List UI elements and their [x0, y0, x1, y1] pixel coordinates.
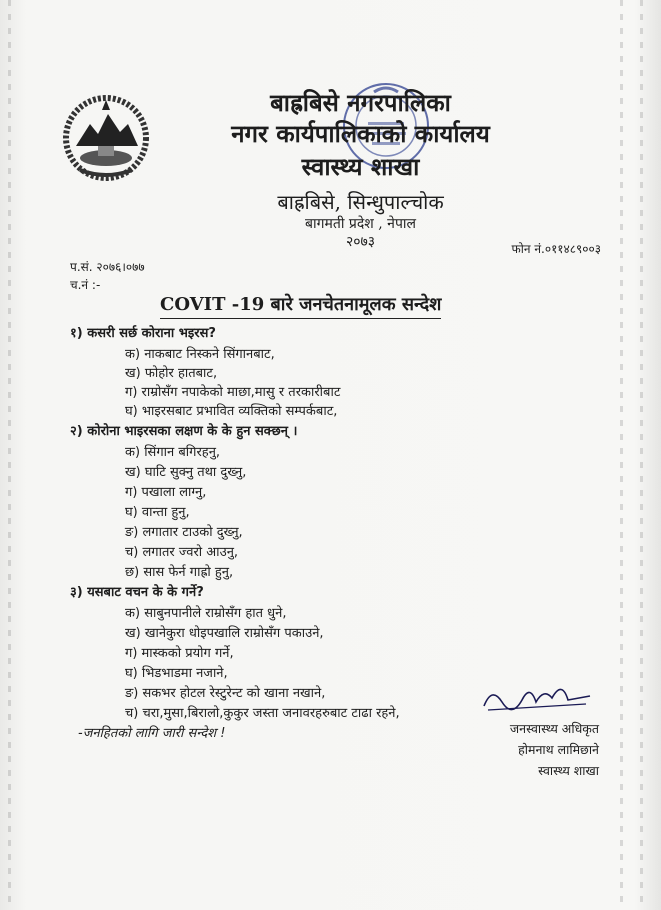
list-item: घ) भिडभाडमा नजाने,: [125, 666, 228, 681]
section-question: २) कोरोना भाइरसका लक्षण के के हुन सक्छन् ।: [70, 424, 298, 439]
list-item: ख) फोहोर हातबाट,: [125, 366, 218, 381]
handwritten-signature-icon: [478, 676, 598, 716]
list-item: छ) सास फेर्न गाह्रो हुनु,: [125, 565, 234, 580]
list-item: क) सिंगान बगिरहनु,: [125, 445, 221, 460]
list-item: घ) वान्ता हुनु,: [125, 505, 190, 520]
list-item: च) चरा,मुसा,बिरालो,कुकुर जस्ता जनावरहरुबाट टाढा रहने,: [125, 706, 400, 721]
signatory-name: होमनाथ लामिछाने: [518, 742, 599, 757]
signatory-title: जनस्वास्थ्य अधिकृत: [509, 721, 599, 736]
list-item: ग) राम्रोसँग नपाकेको माछा,मासु र तरकारीबाट: [125, 385, 341, 400]
signatory-branch: स्वास्थ्य शाखा: [538, 763, 599, 778]
reference-number: प.सं. २०७६।०७७: [70, 260, 145, 274]
office-name: नगर कार्यपालिकाको कार्यालय: [231, 119, 490, 148]
province: बागमती प्रदेश , नेपाल: [304, 216, 417, 232]
list-item: ग) मास्कको प्रयोग गर्ने,: [125, 646, 234, 661]
subject-heading: COVIT -19 बारे जनचेतनामूलक सन्देश: [160, 292, 441, 319]
section-question: १) कसरी सर्छ कोराना भइरस?: [70, 326, 216, 341]
list-item: क) नाकबाट निस्कने सिंगानबाट,: [125, 347, 275, 362]
municipality-name: बाह्रबिसे नगरपालिका: [270, 88, 451, 117]
list-item: ङ) लगातार टाउको दुख्नु,: [125, 525, 243, 540]
slogan: -जनहितको लागि जारी सन्देश !: [78, 726, 226, 741]
phone-number: फोन नं.०११४८९००३: [511, 242, 601, 256]
scan-streak: [8, 0, 11, 910]
list-item: ख) घाटि सुक्नु तथा दुख्नु,: [125, 465, 247, 480]
list-item: ङ) सकभर होटल रेस्टुरेन्ट को खाना नखाने,: [125, 686, 326, 701]
list-item: ग) पखाला लाग्नु,: [125, 485, 207, 500]
list-item: क) साबुनपानीले राम्रोसँग हात धुने,: [125, 606, 287, 621]
dispatch-number: च.नं :-: [70, 278, 101, 292]
list-item: च) लगातर ज्वरो आउनु,: [125, 545, 239, 560]
established-year: २०७३: [345, 234, 376, 250]
list-item: ख) खानेकुरा धोइपखालि राम्रोसँग पकाउने,: [125, 626, 324, 641]
location: बाह्रबिसे, सिन्धुपाल्चोक: [277, 190, 444, 214]
list-item: घ) भाइरसबाट प्रभावित व्यक्तिको सम्पर्कबाट,: [125, 404, 338, 419]
section-question: ३) यसबाट वचन के के गर्ने?: [70, 585, 204, 600]
branch-name: स्वास्थ्य शाखा: [301, 152, 420, 181]
